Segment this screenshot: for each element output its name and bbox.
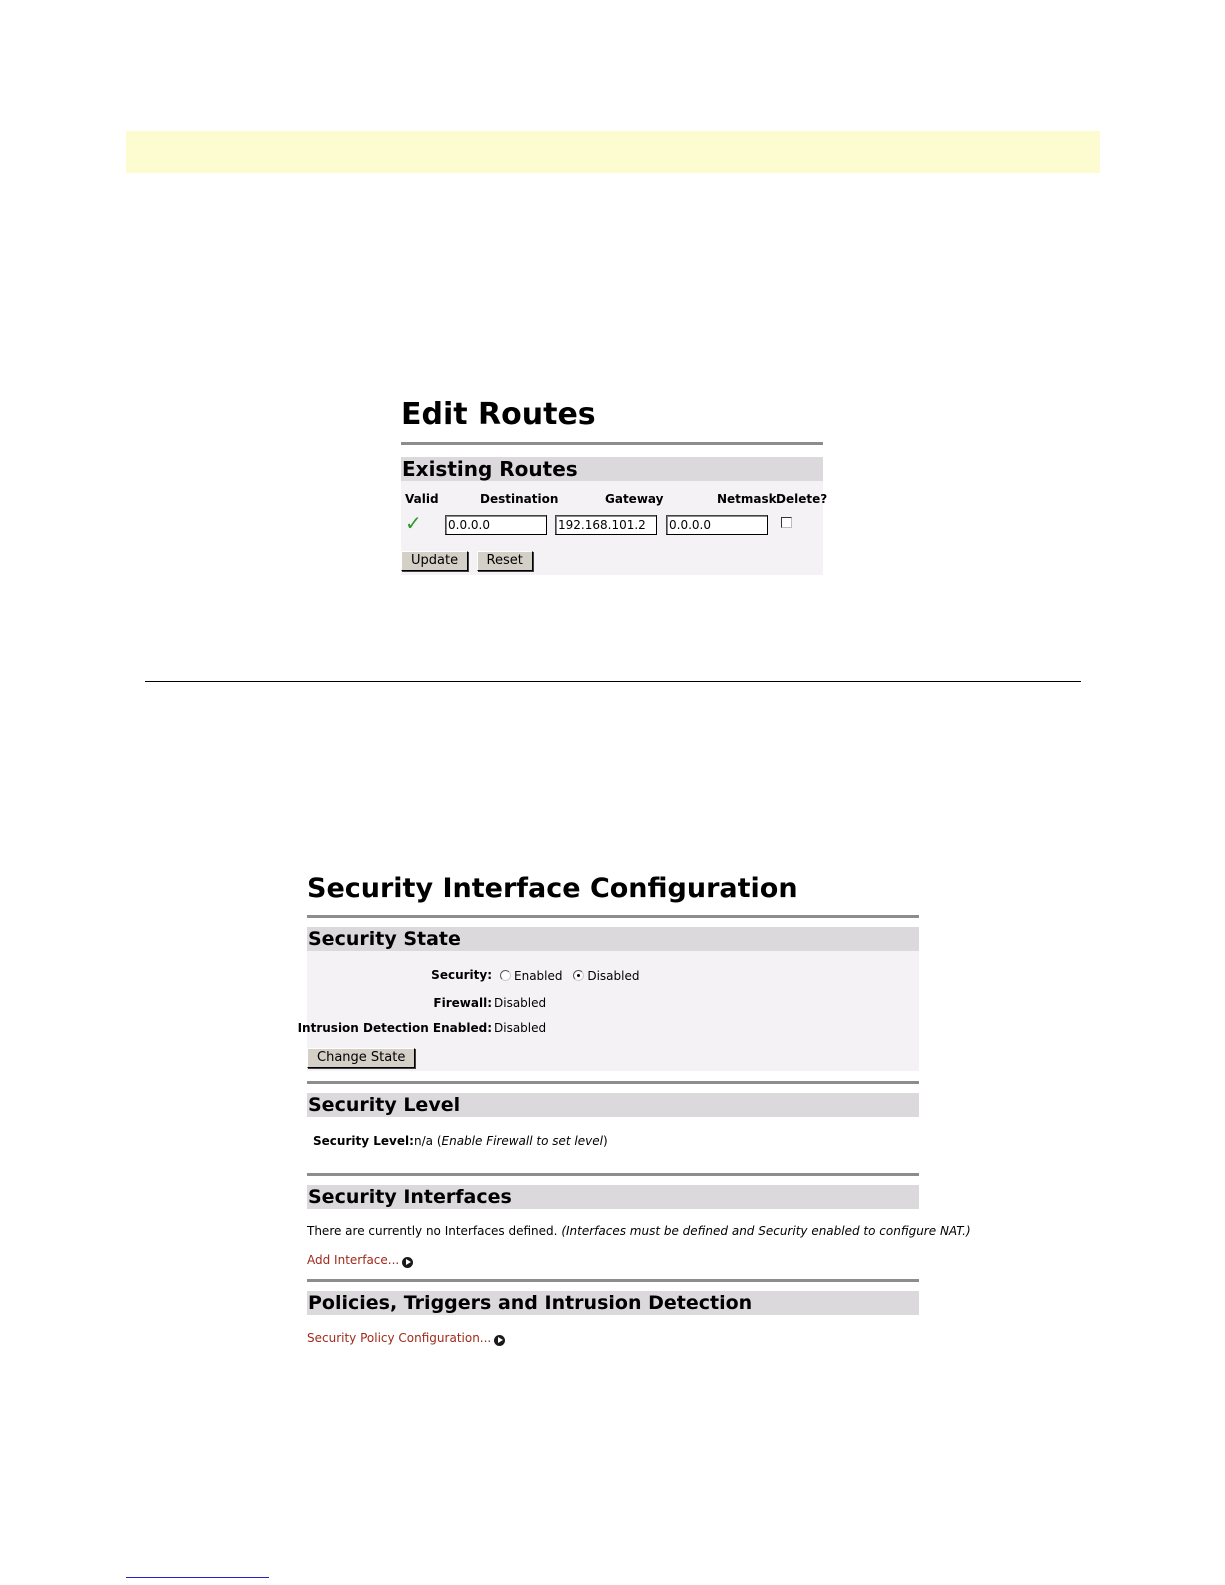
enabled-label: Enabled [514, 969, 563, 983]
security-enabled-radio[interactable] [500, 970, 511, 981]
section-title: Existing Routes [401, 457, 823, 481]
footer-link-underline [126, 1577, 269, 1578]
change-state-button[interactable]: Change State [307, 1048, 415, 1068]
security-interfaces-title: Security Interfaces [307, 1185, 919, 1209]
arrow-right-icon[interactable] [494, 1335, 505, 1346]
firewall-label: Firewall: [433, 996, 492, 1010]
security-level-body [307, 1117, 919, 1173]
security-label: Security: [431, 968, 492, 982]
interfaces-message: There are currently no Interfaces defined. (Interfaces must be defined and Security enabled to configure NAT.) [307, 1224, 971, 1238]
security-policy-link[interactable]: Security Policy Configuration... [307, 1331, 492, 1345]
security-interfaces-body [307, 1209, 971, 1279]
column-header-destination: Destination [480, 492, 559, 506]
arrow-right-icon[interactable] [402, 1257, 413, 1268]
security-disabled-radio[interactable] [573, 970, 584, 981]
page-title: Security Interface Configuration [307, 873, 798, 904]
netmask-input[interactable]: 0.0.0.0 [666, 515, 768, 535]
column-header-netmask: Netmask [717, 492, 777, 506]
page-title: Edit Routes [401, 397, 596, 432]
security-level-note: Enable Firewall to set level [441, 1134, 603, 1148]
edit-routes-panel [401, 397, 828, 575]
column-header-gateway: Gateway [605, 492, 664, 506]
destination-input[interactable]: 0.0.0.0 [445, 515, 547, 535]
security-level-title: Security Level [307, 1093, 919, 1117]
security-state-title: Security State [307, 927, 919, 951]
column-header-valid: Valid [405, 492, 439, 506]
security-radio-group [500, 969, 639, 983]
disabled-label: Disabled [587, 969, 640, 983]
ids-value: Disabled [494, 1021, 547, 1035]
header-band [126, 131, 1100, 173]
policies-title: Policies, Triggers and Intrusion Detection [307, 1291, 919, 1315]
security-level-label: Security Level: [313, 1134, 414, 1148]
page-divider [145, 681, 1081, 682]
interfaces-note: (Interfaces must be defined and Security enabled to configure NAT.) [561, 1224, 971, 1238]
delete-checkbox[interactable] [781, 517, 792, 528]
firewall-value: Disabled [494, 996, 547, 1010]
gateway-input[interactable]: 192.168.101.2 [555, 515, 657, 535]
ids-label: Intrusion Detection Enabled: [297, 1021, 492, 1035]
add-interface-link[interactable]: Add Interface... [307, 1253, 400, 1267]
policies-body [307, 1315, 919, 1355]
security-state-body [297, 951, 919, 1071]
security-config-panel [297, 873, 971, 1355]
reset-button[interactable]: Reset [477, 551, 533, 571]
update-button[interactable]: Update [401, 551, 468, 571]
valid-check-icon: ✓ [405, 511, 422, 535]
security-level-value: n/a (Enable Firewall to set level) [414, 1134, 608, 1148]
column-header-delete: Delete? [776, 492, 828, 506]
routes-table [401, 481, 828, 575]
